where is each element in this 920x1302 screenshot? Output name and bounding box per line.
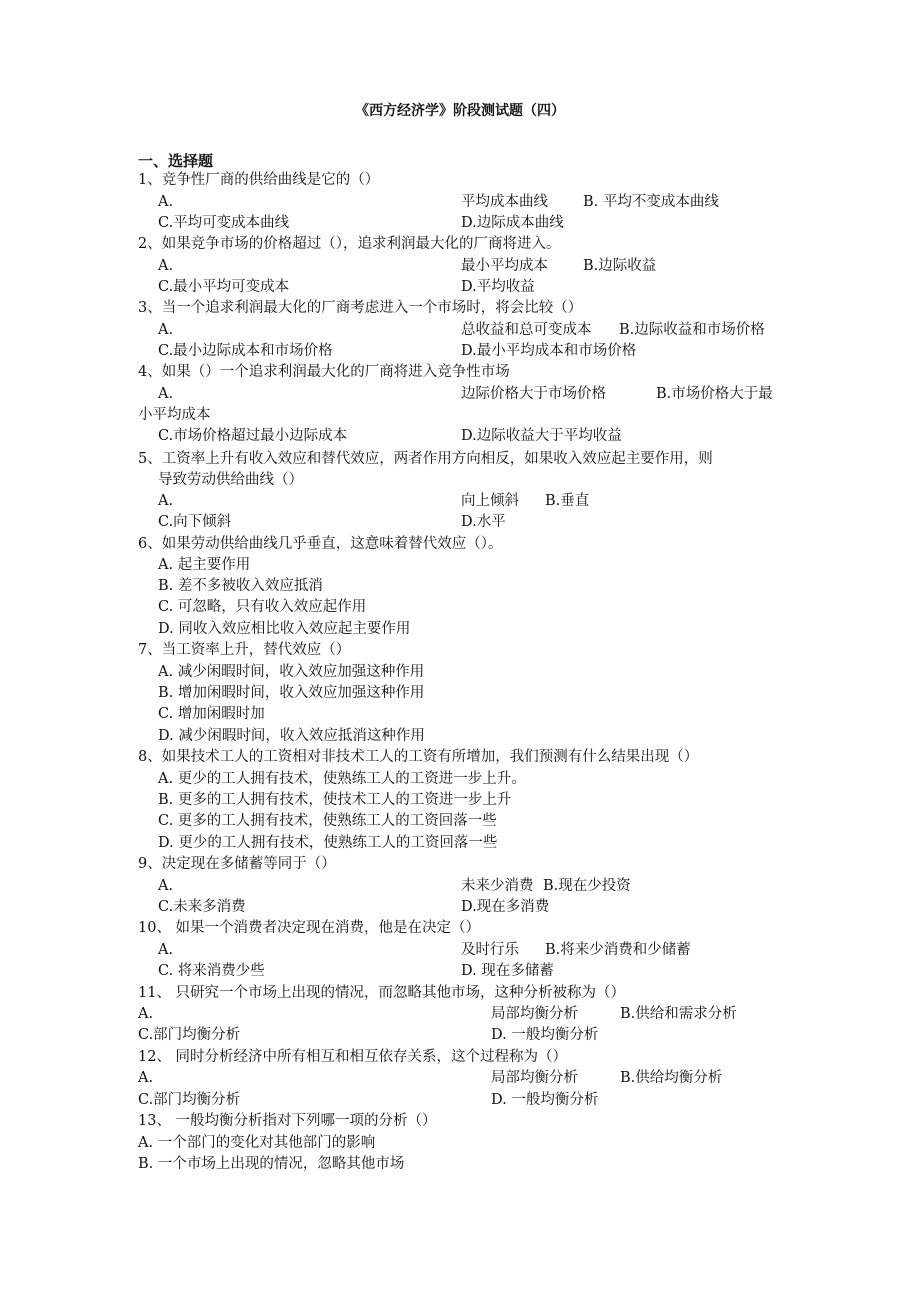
q4-option-a-text: 边际价格大于市场价格: [461, 386, 606, 402]
q3-option-d: D.最小平均成本和市场价格: [461, 343, 637, 359]
q5-option-a-label: A.: [158, 493, 174, 509]
q8-option-d: D. 更少的工人拥有技术，使熟练工人的工资回落一些: [158, 835, 498, 851]
q13-option-b: B. 一个市场上出现的情况，忽略其他市场: [138, 1156, 405, 1172]
q10-option-c: C. 将来消费少些: [158, 963, 265, 979]
q6-option-a: A. 起主要作用: [158, 557, 251, 573]
q12-option-c: C.部门均衡分析: [138, 1092, 241, 1108]
q10-option-d: D. 现在多储蓄: [461, 963, 554, 979]
q2-stem: 2、如果竞争市场的价格超过（），追求利润最大化的厂商将进入。: [138, 236, 561, 252]
q6-option-b: B. 差不多被收入效应抵消: [158, 578, 323, 594]
q5-option-b: B.垂直: [545, 493, 590, 509]
q1-option-c: C.平均可变成本曲线: [158, 215, 290, 231]
q11-stem: 11、 只研究一个市场上出现的情况，而忽略其他市场，这种分析被称为（）: [138, 985, 626, 1001]
q10-option-b: B.将来少消费和少储蓄: [545, 942, 691, 958]
q10-option-a-label: A.: [158, 942, 174, 958]
q3-option-a-label: A.: [158, 322, 174, 338]
q3-option-a-text: 总收益和总可变成本: [461, 322, 592, 338]
q6-stem: 6、如果劳动供给曲线几乎垂直，这意味着替代效应（）。: [138, 536, 503, 552]
q7-option-c: C. 增加闲暇时加: [158, 706, 265, 722]
q1-stem: 1、竞争性厂商的供给曲线是它的（）: [138, 172, 380, 188]
q13-option-a: A. 一个部门的变化对其他部门的影响: [138, 1135, 376, 1151]
q4-option-b: B.市场价格大于最: [656, 386, 773, 402]
q9-option-c: C.未来多消费: [158, 899, 246, 915]
q11-option-d: D. 一般均衡分析: [491, 1027, 599, 1043]
section-heading: 一、选择题: [138, 152, 214, 170]
q4-option-b-wrap: 小平均成本: [138, 407, 211, 423]
q2-option-a-text: 最小平均成本: [461, 258, 548, 274]
q6-option-c: C. 可忽略，只有收入效应起作用: [158, 599, 367, 615]
q9-option-d: D.现在多消费: [461, 899, 550, 915]
q11-option-b: B.供给和需求分析: [620, 1006, 737, 1022]
q7-option-b: B. 增加闲暇时间，收入效应加强这种作用: [158, 685, 425, 701]
q3-option-b: B.边际收益和市场价格: [619, 322, 765, 338]
q3-option-c: C.最小边际成本和市场价格: [158, 343, 333, 359]
q5-option-a-text: 向上倾斜: [461, 493, 519, 509]
q12-option-a-label: A.: [138, 1070, 154, 1086]
document-title: 《西方经济学》阶段测试题（四）: [355, 103, 565, 119]
q12-option-b: B.供给均衡分析: [620, 1070, 723, 1086]
q12-stem: 12、 同时分析经济中所有相互和相互依存关系，这个过程称为（）: [138, 1049, 568, 1065]
q7-option-d: D. 减少闲暇时间，收入效应抵消这种作用: [158, 728, 425, 744]
q6-option-d: D. 同收入效应相比收入效应起主要作用: [158, 621, 411, 637]
q9-option-a-label: A.: [158, 878, 174, 894]
q8-option-b: B. 更多的工人拥有技术，使技术工人的工资进一步上升: [158, 792, 512, 808]
q1-option-b: B. 平均不变成本曲线: [583, 194, 719, 210]
q7-option-a: A. 减少闲暇时间，收入效应加强这种作用: [158, 664, 425, 680]
q1-option-d: D.边际成本曲线: [461, 215, 564, 231]
q11-option-a-text: 局部均衡分析: [491, 1006, 578, 1022]
q4-option-d: D.边际收益大于平均收益: [461, 428, 622, 444]
q1-option-a-label: A.: [158, 194, 174, 210]
q11-option-a-label: A.: [138, 1006, 154, 1022]
q2-option-a-label: A.: [158, 258, 174, 274]
q7-stem: 7、当工资率上升，替代效应（）: [138, 642, 351, 658]
q5-option-d: D.水平: [461, 514, 506, 530]
q12-option-d: D. 一般均衡分析: [491, 1092, 599, 1108]
q10-stem: 10、 如果一个消费者决定现在消费，他是在决定（）: [138, 920, 481, 936]
q4-stem: 4、如果（）一个追求利润最大化的厂商将进入竞争性市场: [138, 364, 510, 380]
q2-option-d: D.平均收益: [461, 279, 535, 295]
q5-stem: 5、工资率上升有收入效应和替代效应，两者作用方向相反，如果收入效应起主要作用，则: [138, 451, 713, 467]
q11-option-c: C.部门均衡分析: [138, 1027, 241, 1043]
q10-option-a-text: 及时行乐: [461, 942, 519, 958]
q12-option-a-text: 局部均衡分析: [491, 1070, 578, 1086]
q5-stem-continued: 导致劳动供给曲线（）: [158, 472, 303, 488]
q1-option-a-text: 平均成本曲线: [461, 194, 548, 210]
q5-option-c: C.向下倾斜: [158, 514, 232, 530]
q8-option-c: C. 更多的工人拥有技术，使熟练工人的工资回落一些: [158, 813, 497, 829]
q9-stem: 9、决定现在多储蓄等同于（）: [138, 856, 336, 872]
q4-option-a-label: A.: [158, 386, 174, 402]
q2-option-c: C.最小平均可变成本: [158, 279, 290, 295]
q8-option-a: A. 更少的工人拥有技术，使熟练工人的工资进一步上升。: [158, 771, 526, 787]
q3-stem: 3、当一个追求利润最大化的厂商考虑进入一个市场时，将会比较（）: [138, 300, 583, 316]
q4-option-c: C.市场价格超过最小边际成本: [158, 428, 348, 444]
q2-option-b: B.边际收益: [583, 258, 657, 274]
q8-stem: 8、如果技术工人的工资相对非技术工人的工资有所增加，我们预测有什么结果出现（）: [138, 749, 699, 765]
q9-option-a-text: 未来少消费: [461, 878, 534, 894]
q13-stem: 13、 一般均衡分析指对下列哪一项的分析（）: [138, 1113, 437, 1129]
q9-option-b: B.现在少投资: [543, 878, 631, 894]
